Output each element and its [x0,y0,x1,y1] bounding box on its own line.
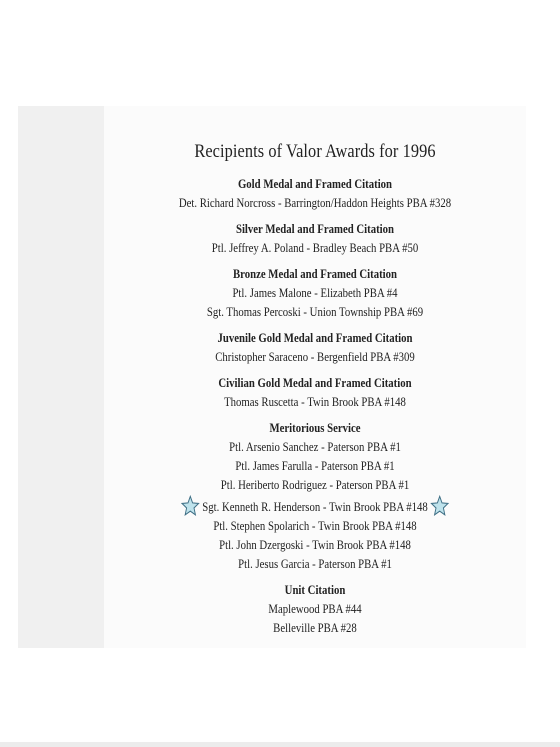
section-heading: Unit Citation [284,583,346,597]
recipient-line: Sgt. Thomas Percoski - Union Township PBA #69 [206,305,424,319]
scanned-document [18,106,526,648]
award-section-meritorious [134,419,497,574]
section-heading: Juvenile Gold Medal and Framed Citation [217,331,413,345]
recipient-line: Ptl. Jesus Garcia - Paterson PBA #1 [238,557,392,571]
section-heading: Bronze Medal and Framed Citation [232,267,398,281]
recipient-line-starred [134,495,497,517]
section-heading: Silver Medal and Framed Citation [235,222,395,236]
star-icon [181,495,200,517]
section-heading: Meritorious Service [269,421,361,435]
award-section-silver [134,220,497,258]
document-page [104,106,526,648]
award-section-juvenile [134,329,497,367]
section-heading: Gold Medal and Framed Citation [237,177,393,191]
recipient-line: Belleville PBA #28 [273,621,357,635]
recipient-line: Ptl. Stephen Spolarich - Twin Brook PBA #148 [213,519,417,533]
recipient-line: Ptl. Heriberto Rodriguez - Paterson PBA #1 [220,478,410,492]
awards-list [134,140,497,645]
recipient-line: Maplewood PBA #44 [268,602,362,616]
recipient-line: Christopher Saraceno - Bergenfield PBA #309 [215,350,415,364]
recipient-line: Ptl. Arsenio Sanchez - Paterson PBA #1 [229,440,401,454]
recipient-name: Sgt. Kenneth R. Henderson - Twin Brook PBA #148 [202,500,428,514]
recipient-line: Thomas Ruscetta - Twin Brook PBA #148 [224,395,406,409]
recipient-line: Ptl. James Farulla - Paterson PBA #1 [235,459,395,473]
recipient-line: Ptl. James Malone - Elizabeth PBA #4 [232,286,398,300]
section-heading: Civilian Gold Medal and Framed Citation [218,376,412,390]
bottom-edge [0,742,560,747]
award-section-civilian [134,374,497,412]
award-section-bronze [134,265,497,322]
document-title: Recipients of Valor Awards for 1996 [194,141,436,162]
award-section-unit [134,581,497,638]
recipient-line: Det. Richard Norcross - Barrington/Haddon Heights PBA #328 [178,196,452,210]
recipient-line: Ptl. John Dzergoski - Twin Brook PBA #148 [219,538,411,552]
star-icon [430,495,449,517]
award-section-gold [134,175,497,213]
page-left-margin [18,106,104,648]
recipient-line: Ptl. Jeffrey A. Poland - Bradley Beach PBA #50 [211,241,419,255]
